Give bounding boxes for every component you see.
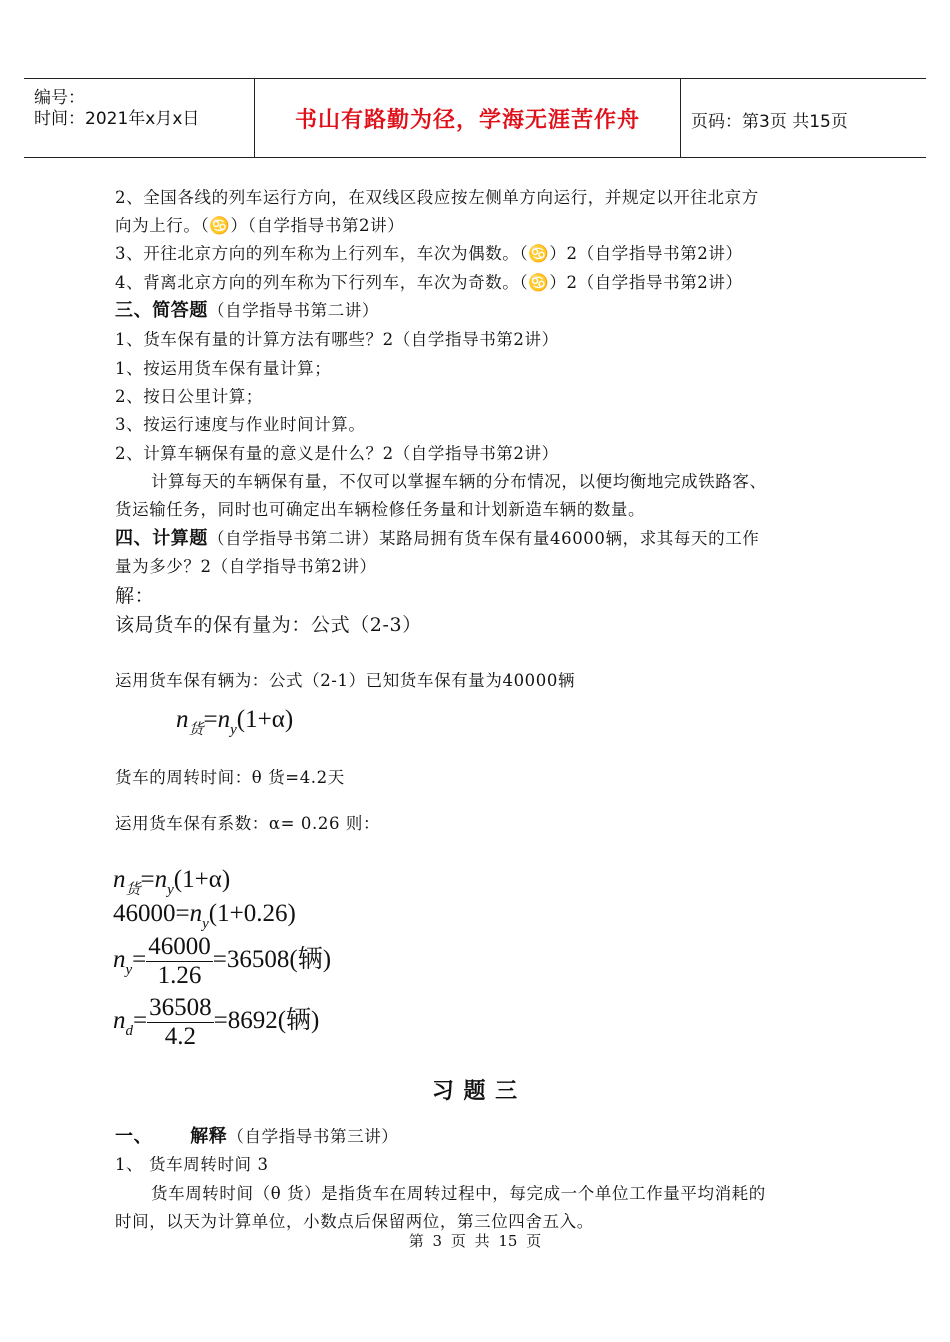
section-4-title: 四、计算题 — [115, 528, 208, 549]
judge-item-2-line2: 向为上行。（♋）（自学指导书第2讲） — [115, 216, 405, 235]
turnover-time-line: 货车的周转时间：θ 货=4.2天 — [115, 768, 345, 787]
header-motto-cell — [255, 79, 681, 157]
formula-1-eq: = — [203, 706, 218, 733]
exercise-3-title: 习 题 三 — [431, 1079, 519, 1104]
formula-2 — [113, 866, 230, 899]
formula-5-fraction — [147, 994, 214, 1051]
formula-2-sub-y: y — [167, 882, 174, 898]
answer-1-item-2: 2、按日公里计算； — [115, 387, 263, 406]
formula-2-n2: n — [154, 866, 168, 893]
running-cars-line: 运用货车保有辆为：公式（2-1）已知货车保有量为40000辆 — [115, 671, 576, 690]
section-3-heading — [115, 296, 379, 322]
formula-1-rhs: (1+α) — [236, 706, 294, 733]
formula-4-sub-y: y — [125, 962, 133, 979]
formula-3 — [113, 900, 296, 933]
definition-item-1: 1、 货车周转时间 3 — [115, 1155, 269, 1174]
judge-item-3: 3、开往北京方向的列车称为上行列车，车次为偶数。（♋）2（自学指导书第2讲） — [115, 244, 743, 263]
formula-2-sub-huo: 货 — [125, 882, 141, 898]
formula-5-sub-d: d — [125, 1023, 133, 1040]
page-footer: 第 3 页 共 15 页 — [408, 1232, 542, 1250]
judge-item-4: 4、背离北京方向的列车称为下行列车，车次为奇数。（♋）2（自学指导书第2讲） — [115, 273, 743, 292]
solution-label: 解： — [115, 585, 155, 607]
formula-4-result: =36508(辆) — [212, 946, 332, 974]
formula-4-eq: = — [132, 946, 147, 974]
section-3-title: 三、简答题 — [115, 300, 208, 321]
page-header — [24, 78, 926, 158]
section-3-note: （自学指导书第二讲） — [208, 301, 379, 320]
header-left-cell — [24, 79, 255, 157]
formula-3-right: (1+0.26) — [208, 900, 296, 927]
formula-2-eq: = — [140, 866, 155, 893]
header-page-cell — [681, 79, 926, 157]
formula-4-n: n — [113, 946, 126, 974]
formula-5-numerator: 36508 — [149, 994, 212, 1021]
answer-2-line2: 货运输任务，同时也可确定出车辆检修任务量和计划新造车辆的数量。 — [115, 500, 646, 519]
formula-5-n: n — [113, 1007, 126, 1035]
formula-5-result: =8692(辆) — [213, 1007, 320, 1035]
formula-5-denominator: 4.2 — [164, 1023, 196, 1050]
exercise-3-section-1-heading — [115, 1122, 398, 1148]
formula-3-sub-y: y — [202, 916, 209, 932]
formula-4-numerator: 46000 — [148, 933, 211, 960]
formula-4-denominator: 1.26 — [157, 962, 202, 989]
formula-intro: 该局货车的保有量为：公式（2-3） — [115, 614, 422, 636]
question-1: 1、货车保有量的计算方法有哪些？2（自学指导书第2讲） — [115, 330, 559, 349]
question-2: 2、计算车辆保有量的意义是什么？2（自学指导书第2讲） — [115, 444, 559, 463]
section-1-number: 一、 — [115, 1126, 153, 1147]
formula-5-eq: = — [133, 1007, 148, 1035]
formula-5 — [113, 994, 319, 1051]
definition-text-line2: 时间，以天为计算单位，小数点后保留两位，第三位四舍五入。 — [115, 1212, 594, 1231]
answer-1-item-3: 3、按运行速度与作业时间计算。 — [115, 415, 366, 434]
formula-3-n: n — [189, 900, 203, 927]
formula-1-sub-huo: 货 — [188, 722, 204, 738]
section-4-heading — [115, 524, 759, 550]
formula-4-fraction — [146, 933, 213, 990]
section-1-note: （自学指导书第三讲） — [227, 1127, 399, 1146]
doc-number-label: 编号： — [34, 88, 85, 108]
formula-3-left: 46000= — [113, 900, 190, 927]
formula-1-n2: n — [217, 706, 231, 733]
formula-1-n: n — [176, 706, 189, 733]
formula-4 — [113, 933, 331, 990]
section-4-problem-line2: 量为多少？2（自学指导书第2讲） — [115, 557, 377, 576]
section-1-title: 解释 — [190, 1126, 228, 1147]
answer-2-line1: 计算每天的车辆保有量，不仅可以掌握车辆的分布情况，以便均衡地完成铁路客、 — [151, 472, 767, 491]
judge-item-2-line1: 2、全国各线的列车运行方向，在双线区段应按左侧单方向运行，并规定以开往北京方 — [115, 188, 759, 207]
answer-1-item-1: 1、按运用货车保有量计算； — [115, 359, 332, 378]
definition-text-line1: 货车周转时间（θ 货）是指货车在周转过程中，每完成一个单位工作量平均消耗的 — [151, 1184, 766, 1203]
coefficient-line: 运用货车保有系数：α= 0.26 则： — [115, 814, 381, 833]
header-motto: 书山有路勤为径，学海无涯苦作舟 — [294, 108, 640, 133]
formula-1 — [176, 706, 293, 739]
section-4-problem: （自学指导书第二讲）某路局拥有货车保有量46000辆，求其每天的工作 — [208, 529, 760, 548]
formula-2-n: n — [113, 866, 126, 893]
doc-time-label: 时间：2021年x月x日 — [34, 109, 200, 129]
formula-1-sub-y: y — [230, 722, 237, 738]
header-page-label: 页码：第3页 共15页 — [691, 112, 848, 132]
formula-2-rhs: (1+α) — [173, 866, 231, 893]
